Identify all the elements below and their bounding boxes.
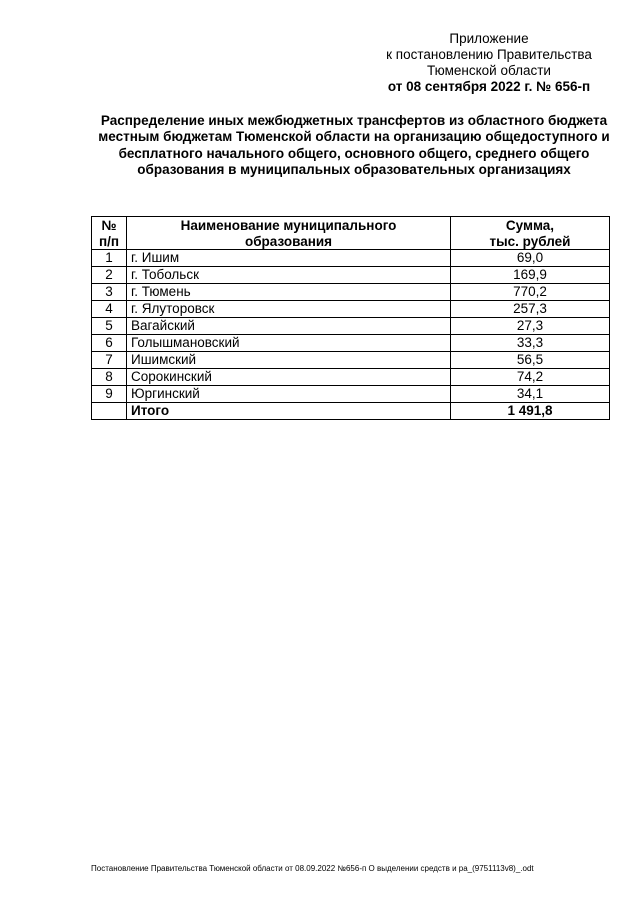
total-label: Итого — [127, 403, 451, 420]
document-title: Распределение иных межбюджетных трансфертов из областного бюджета местным бюджетам Тюменской области на организацию общедоступного и бесплатного начального общего, основного общего, среднего общего образования в муниципальных образовательных организациях — [98, 113, 610, 178]
header-sum-line2: тыс. рублей — [489, 233, 571, 249]
row-number: 7 — [92, 352, 127, 369]
row-sum: 257,3 — [451, 301, 610, 318]
table-row — [92, 318, 610, 335]
row-number: 1 — [92, 250, 127, 267]
row-municipality: Юргинский — [127, 386, 451, 403]
header-name — [127, 217, 451, 250]
appendix-label: Приложение — [449, 31, 529, 46]
header-number-line2: п/п — [98, 233, 120, 249]
header-number-line1: № — [101, 218, 117, 233]
table-row — [92, 369, 610, 386]
table-row — [92, 335, 610, 352]
row-sum: 34,1 — [451, 386, 610, 403]
table-row — [92, 352, 610, 369]
row-number: 6 — [92, 335, 127, 352]
row-municipality: г. Ялуторовск — [127, 301, 451, 318]
row-number: 9 — [92, 386, 127, 403]
header-name-line1: Наименование муниципального — [180, 218, 397, 233]
appendix-block — [360, 31, 618, 95]
row-sum: 74,2 — [451, 369, 610, 386]
table-row — [92, 386, 610, 403]
header-sum-line1: Сумма, — [505, 218, 555, 233]
row-municipality: Ишимский — [127, 352, 451, 369]
row-municipality: г. Ишим — [127, 250, 451, 267]
total-sum: 1 491,8 — [451, 403, 610, 420]
row-sum: 169,9 — [451, 267, 610, 284]
appendix-date-number: от 08 сентября 2022 г. № 656-п — [387, 79, 591, 94]
row-number: 3 — [92, 284, 127, 301]
row-number: 2 — [92, 267, 127, 284]
table-row — [92, 284, 610, 301]
row-municipality: Вагайский — [127, 318, 451, 335]
page-footer: Постановление Правительства Тюменской области от 08.09.2022 №656-п О выделении средств и ра_(9751113v8)_.odt — [91, 864, 534, 873]
row-sum: 33,3 — [451, 335, 610, 352]
row-number: 5 — [92, 318, 127, 335]
header-sum — [451, 217, 610, 250]
row-sum: 27,3 — [451, 318, 610, 335]
table-row — [92, 301, 610, 318]
table-row — [92, 250, 610, 267]
header-number — [92, 217, 127, 250]
table-total-row — [92, 403, 610, 420]
row-municipality: г. Тюмень — [127, 284, 451, 301]
header-name-line2: образования — [244, 233, 333, 249]
table-row — [92, 267, 610, 284]
distribution-table — [91, 216, 610, 420]
table-header-row — [92, 217, 610, 250]
row-municipality: Голышмановский — [127, 335, 451, 352]
row-municipality: Сорокинский — [127, 369, 451, 386]
row-sum: 56,5 — [451, 352, 610, 369]
total-number — [92, 403, 127, 420]
row-number: 4 — [92, 301, 127, 318]
row-sum: 770,2 — [451, 284, 610, 301]
row-municipality: г. Тобольск — [127, 267, 451, 284]
row-number: 8 — [92, 369, 127, 386]
appendix-reference: к постановлению Правительства — [386, 47, 592, 62]
row-sum: 69,0 — [451, 250, 610, 267]
appendix-region: Тюменской области — [427, 63, 551, 78]
